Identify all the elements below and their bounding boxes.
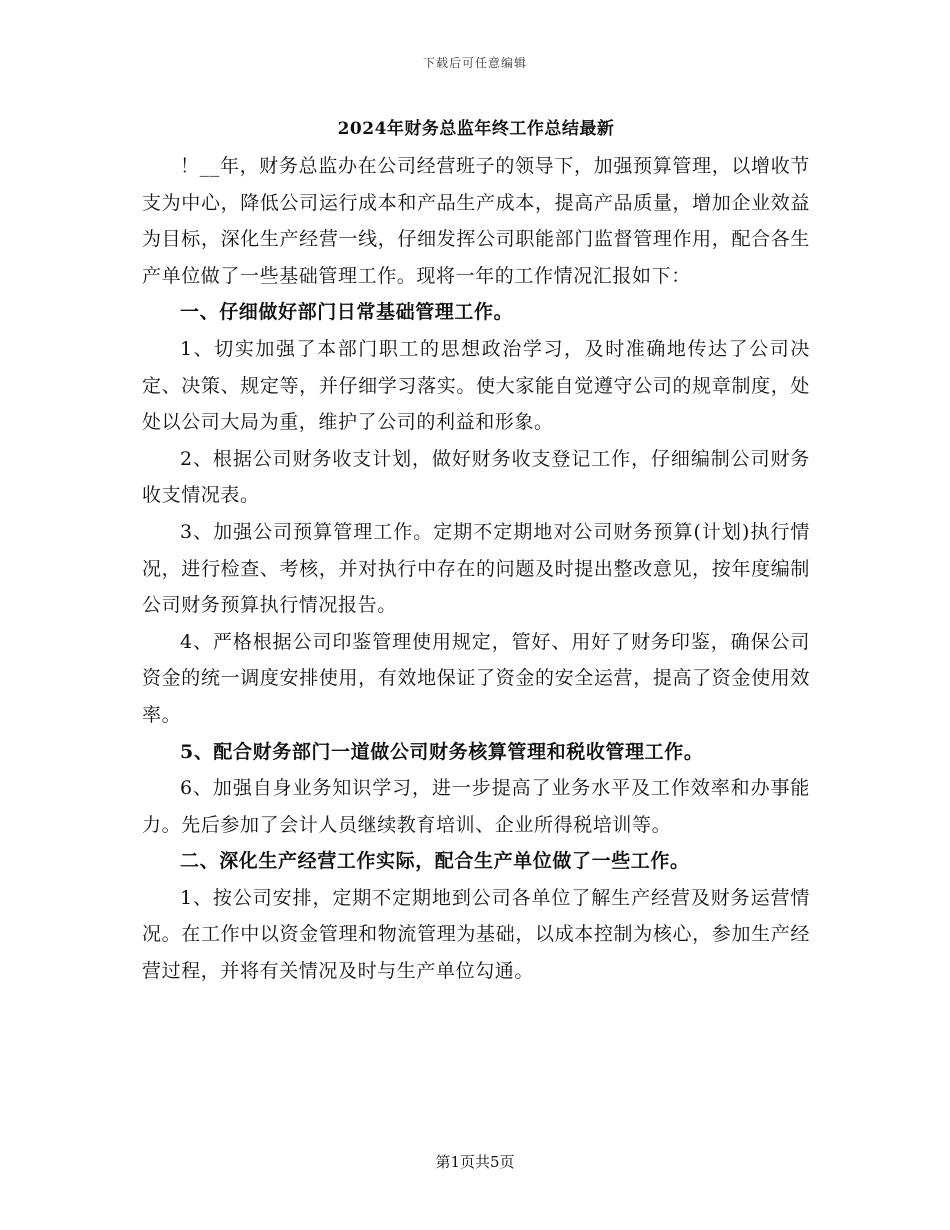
header-note: 下载后可任意编辑 [422,56,527,70]
paragraph: ！__年，财务总监办在公司经营班子的领导下，加强预算管理，以增收节支为中心，降低公司运行成本和产品生产成本，提高产品质量，增加企业效益为目标，深化生产经营一线，仔细发挥公司职能部门监督管理作用，配合各生产单位做了一些基础管理工作。现将一年的工作情况汇报如下： [142,155,810,287]
document-title: 2024年财务总监年终工作总结最新 [337,119,615,139]
paragraph: 6、加强自身业务知识学习，进一步提高了业务水平及工作效率和办事能力。先后参加了会计人员继续教育培训、企业所得税培训等。 [142,777,810,836]
paragraph: 2、根据公司财务收支计划，做好财务收支登记工作，仔细编制公司财务收支情况表。 [142,447,810,507]
paragraph: 4、严格根据公司印鉴管理使用规定，管好、用好了财务印鉴，确保公司资金的统一调度安排使用，有效地保证了资金的安全运营，提高了资金使用效率。 [142,630,810,726]
page-footer: 第1页共5页 [435,1153,515,1171]
paragraph: 1、切实加强了本部门职工的思想政治学习，及时准确地传达了公司决定、决策、规定等，并仔细学习落实。使大家能自觉遵守公司的规章制度，处处以公司大局为重，维护了公司的利益和形象。 [142,337,810,434]
section-heading: 一、仔细做好部门日常基础管理工作。 [180,301,514,324]
section-heading: 5、配合财务部门一道做公司财务核算管理和税收管理工作。 [180,740,704,763]
section-heading: 二、深化生产经营工作实际，配合生产单位做了一些工作。 [180,850,690,873]
paragraph: 3、加强公司预算管理工作。定期不定期地对公司财务预算(计划)执行情况，进行检查、考核，并对执行中存在的问题及时提出整改意见，按年度编制公司财务预算执行情况报告。 [142,520,810,617]
document-body [142,114,810,990]
paragraph: 1、按公司安排，定期不定期地到公司各单位了解生产经营及财务运营情况。在工作中以资金管理和物流管理为基础，以成本控制为核心，参加生产经营过程，并将有关情况及时与生产单位勾通。 [142,886,810,983]
